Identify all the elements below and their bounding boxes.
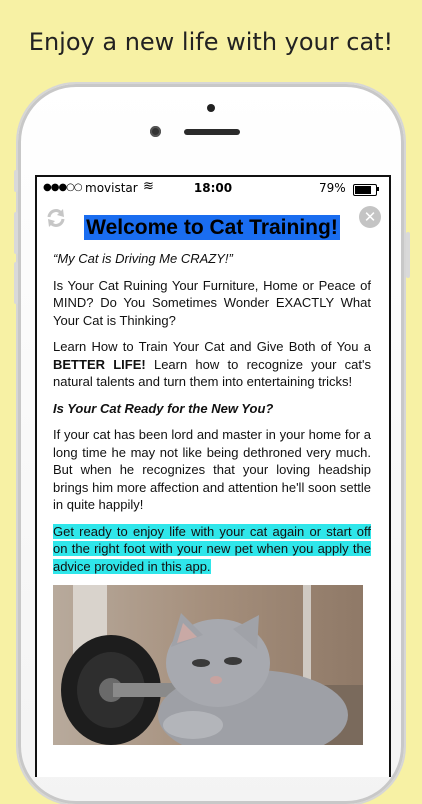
highlighted-text: Get ready to enjoy life with your cat again or start off on the right foot with your new pet when you apply the advice provided in this app. [53,523,371,574]
paragraph-2-start: Learn How to Train Your Cat and Give Both of You a [53,339,371,354]
close-icon[interactable]: ✕ [359,206,381,228]
status-bar [37,177,389,199]
power-button [406,232,410,278]
mute-switch [14,170,18,192]
battery-percentage: 79% [319,181,346,195]
signal-strength-icon: ●●●○○ [43,182,82,193]
promo-banner-text: Enjoy a new life with your cat! [28,28,394,56]
paragraph-2-bold: BETTER LIFE! [53,356,146,372]
cat-photo [53,585,363,745]
article-content [53,209,371,745]
paragraph-2-end: Learn how to recognize your cat's natural talents and turn them into entertaining tricks! [53,356,372,389]
article-subheading: Is Your Cat Ready for the New You? [53,400,274,416]
article-paragraph-3: If your cat has been lord and master in your home for a long time he may not like being dethroned very much. But when he recognizes that your loving headship brings him more affection and attention he'll soon settle in quite happily! [53,427,371,512]
status-time: 18:00 [193,181,233,195]
front-camera [150,126,161,137]
article-paragraph-1: Is Your Cat Ruining Your Furniture, Home or Peace of MIND? Do You Sometimes Wonder EXACTLY What Your Cat is Thinking? [53,277,371,328]
volume-up-button [14,212,18,254]
article-title: Welcome to Cat Training! [86,216,338,239]
volume-down-button [14,262,18,304]
phone-screen [35,175,391,777]
battery-icon [353,184,377,196]
battery-tip [377,187,379,191]
article-paragraph-2 [53,338,371,391]
article-highlight-paragraph [53,523,371,576]
proximity-sensor [207,104,215,112]
earpiece-speaker [184,129,240,135]
wifi-icon: ≋ [143,179,154,194]
carrier-name: movistar [85,181,138,195]
article-quote: “My Cat is Driving Me CRAZY!” [53,251,233,266]
